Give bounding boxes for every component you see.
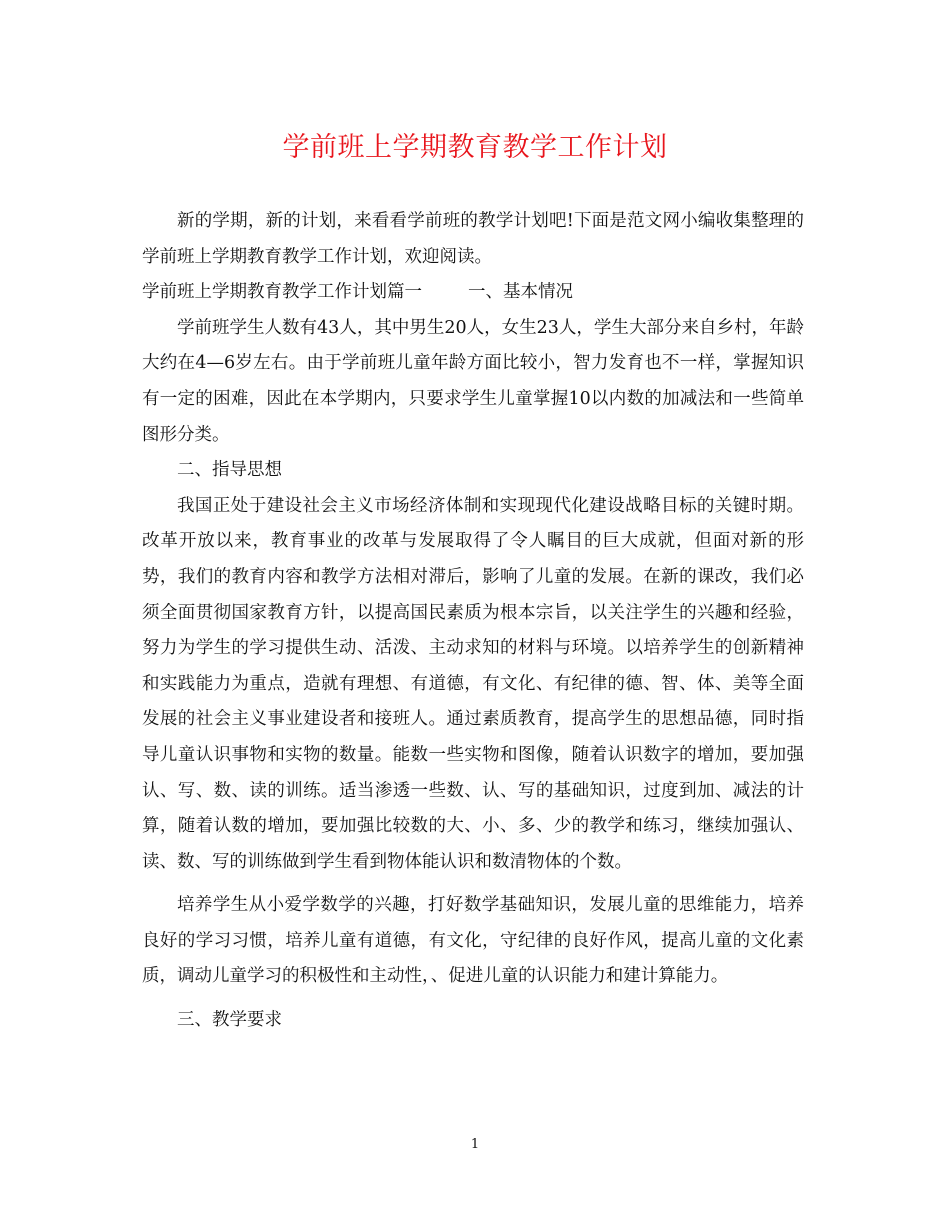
page-number: 1 [470, 1137, 480, 1152]
intro-paragraph: 新的学期，新的计划，来看看学前班的教学计划吧!下面是范文网小编收集整理的学前班上学期教育教学工作计划，欢迎阅读。 [142, 211, 804, 267]
page-title: 学前班上学期教育教学工作计划 [282, 132, 668, 163]
chapter-heading: 学前班上学期教育教学工作计划篇一 [142, 282, 422, 303]
cultivation-goals-paragraph: 培养学生从小爱学数学的兴趣，打好数学基础知识，发展儿童的思维能力，培养良好的学习习惯，培养儿童有道德，有文化，守纪律的良好作风，提高儿童的文化素质，调动儿童学习的积极性和主动性，、促进儿童的认识能力和建计算能力。 [142, 895, 804, 987]
section-one-heading: 一、基本情况 [468, 282, 573, 303]
basic-situation-paragraph: 学前班学生人数有43人，其中男生20人，女生23人，学生大部分来自乡村，年龄大约在4—6岁左右。由于学前班儿童年龄方面比较小，智力发育也不一样，掌握知识有一定的困难，因此在本学期内，只要求学生儿童掌握10以内数的加减法和一些简单图形分类。 [142, 317, 804, 445]
chapter-heading-line [142, 275, 804, 311]
document-body [142, 204, 804, 1039]
section-three-heading: 三、教学要求 [177, 1010, 282, 1031]
guiding-thought-paragraph: 我国正处于建设社会主义市场经济体制和实现现代化建设战略目标的关键时期。改革开放以来，教育事业的改革与发展取得了令人瞩目的巨大成就，但面对新的形势，我们的教育内容和教学方法相对滞后，影响了儿童的发展。在新的课改，我们必须全面贯彻国家教育方针，以提高国民素质为根本宗旨，以关注学生的兴趣和经验，努力为学生的学习提供生动、活泼、主动求知的材料与环境。以培养学生的创新精神和实践能力为重点，造就有理想、有道德，有文化、有纪律的德、智、体、美等全面发展的社会主义事业建设者和接班人。通过素质教育，提高学生的思想品德，同时指导儿童认识事物和实物的数量。能数一些实物和图像，随着认识数字的增加，要加强认、写、数、读的训练。适当渗透一些数、认、写的基础知识，过度到加、减法的计算，随着认数的增加，要加强比较数的大、小、多、少的教学和练习，继续加强认、读、数、写的训练做到学生看到物体能认识和数清物体的个数。 [142, 495, 804, 872]
section-two-heading: 二、指导思想 [177, 460, 282, 481]
